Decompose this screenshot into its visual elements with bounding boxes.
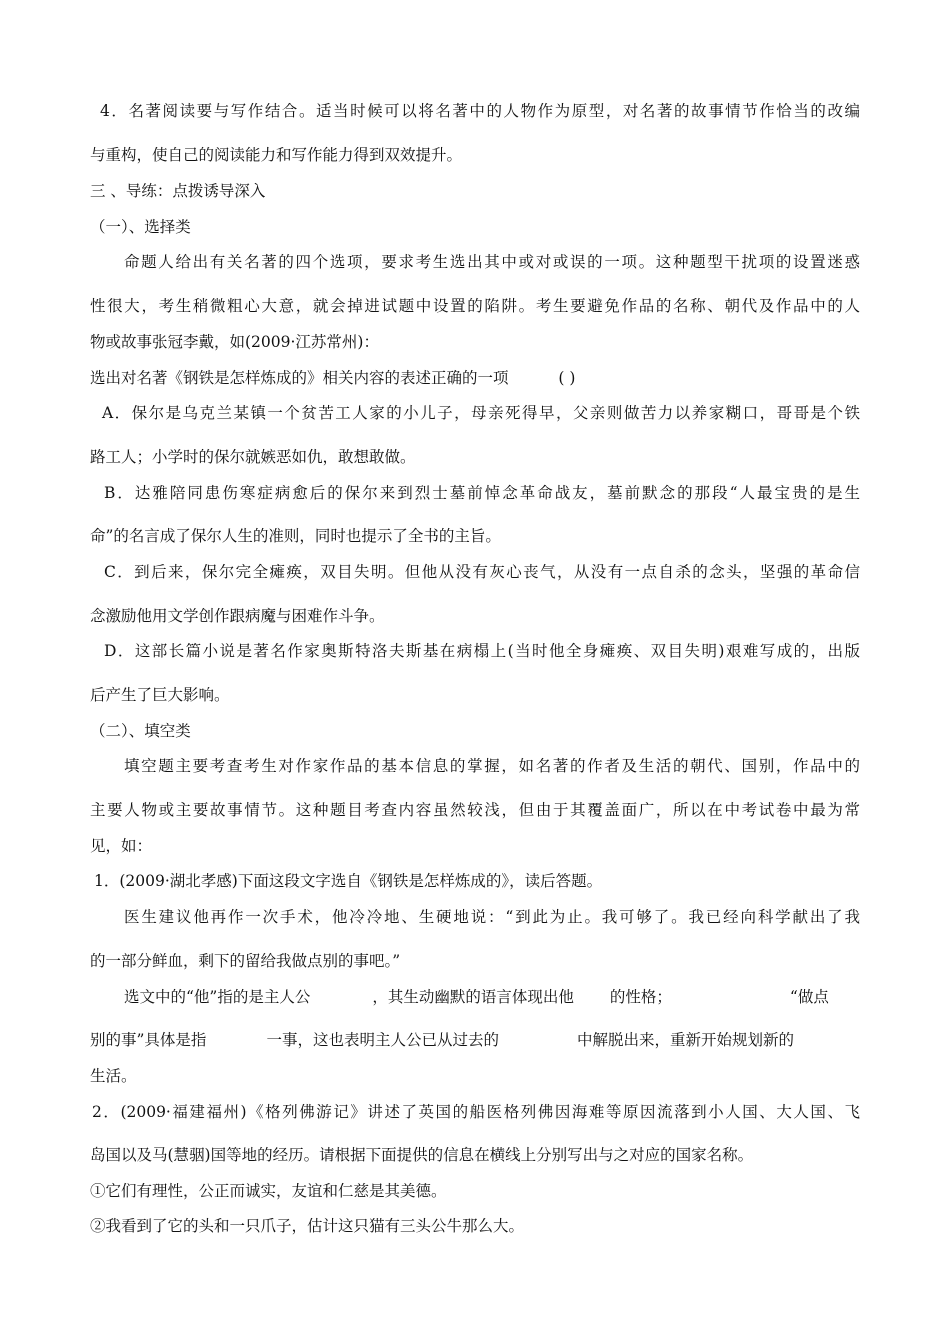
option-c-line-2: 念激励他用文学创作跟病魔与困难作斗争。	[90, 607, 385, 625]
question-stem-text: 选出对名著《钢铁是怎样炼成的》相关内容的表述正确的一项	[90, 369, 509, 387]
question-1-fill-line-2	[90, 1029, 860, 1051]
option-a-line-1: A．保尔是乌克兰某镇一个贫苦工人家的小儿子，母亲死得早，父亲则做苦力以养家糊口，哥哥是个铁	[102, 404, 860, 422]
fill-intro-line-3: 见，如：	[90, 837, 153, 855]
option-c-line-1: C．到后来，保尔完全瘫痪，双目失明。但他从没有灰心丧气，从没有一点自杀的念头，坚强的革命信	[104, 563, 860, 581]
question-2-line-1: 2．(2009·福建福州)《格列佛游记》讲述了英国的船医格列佛因海难等原因流落到小人国、大人国、飞	[92, 1103, 860, 1121]
option-b-line-2: 命”的名言成了保尔人生的准则，同时也提示了全书的主旨。	[90, 527, 501, 545]
fill-intro-line-2: 主要人物或主要故事情节。这种题目考查内容虽然较浅，但由于其覆盖面广，所以在中考试卷中最为常	[90, 801, 860, 819]
question-2-item-1: ①它们有理性，公正而诚实，友谊和仁慈是其美德。	[90, 1182, 447, 1200]
fill-intro-line-1: 填空题主要考查考生对作家作品的基本信息的掌握，如名著的作者及生活的朝代、国别，作品中的	[124, 757, 860, 775]
fill-text-segment: 一事，这也表明主人公已从过去的	[266, 1031, 499, 1049]
choice-intro-line-1: 命题人给出有关名著的四个选项，要求考生选出其中或对或误的一项。这种题型干扰项的设置迷惑	[124, 253, 860, 271]
fill-text-segment: 选文中的“他”指的是主人公	[124, 988, 311, 1006]
option-b-line-1: B．达雅陪同患伤寒症病愈后的保尔来到烈士墓前悼念革命战友，墓前默念的那段“人最宝贵的是生	[104, 484, 860, 502]
fill-text-segment: 的性格；	[609, 988, 672, 1006]
question-2-item-2: ②我看到了它的头和一只爪子，估计这只猫有三头公牛那么大。	[90, 1217, 525, 1235]
paragraph-point-4-line-1: 4．名著阅读要与写作结合。适当时候可以将名著中的人物作为原型，对名著的故事情节作恰当的改编	[100, 102, 860, 120]
option-d-line-1: D．这部长篇小说是著名作家奥斯特洛夫斯基在病榻上(当时他全身瘫痪、双目失明)艰难写成的，出版	[104, 642, 860, 660]
fill-text-segment: ，其生动幽默的语言体现出他	[372, 988, 574, 1006]
question-1-stem: 1．(2009·湖北孝感)下面这段文字选自《钢铁是怎样炼成的》，读后答题。	[94, 872, 603, 890]
paragraph-point-4-line-2: 与重构，使自己的阅读能力和写作能力得到双效提升。	[90, 146, 463, 164]
subsection-heading-fill: （二）、填空类	[90, 722, 191, 740]
fill-text-segment: 别的事”具体是指	[90, 1031, 207, 1049]
section-heading-3: 三 、导练：点拨诱导深入	[90, 182, 266, 200]
question-2-line-2: 岛国以及马(慧骃)国等地的经历。请根据下面提供的信息在横线上分别写出与之对应的国家名称。	[90, 1146, 754, 1164]
question-stem	[90, 367, 650, 389]
question-1-quote-line-2: 的一部分鲜血，剩下的留给我做点别的事吧。”	[90, 952, 401, 970]
fill-text-segment: “做点	[789, 988, 829, 1006]
question-1-quote-line-1: 医生建议他再作一次手术，他冷冷地、生硬地说：“到此为止。我可够了。我已经向科学献出了我	[124, 908, 860, 926]
option-d-line-2: 后产生了巨大影响。	[90, 686, 230, 704]
choice-intro-line-3: 物或故事张冠李戴，如(2009·江苏常州)：	[90, 333, 379, 351]
question-1-fill-line-3: 生活。	[90, 1067, 137, 1085]
fill-text-segment: 中解脱出来，重新开始规划新的	[576, 1031, 794, 1049]
question-1-fill-line-1	[124, 986, 894, 1008]
answer-blank-parentheses: ( )	[558, 369, 576, 387]
option-a-line-2: 路工人；小学时的保尔就嫉恶如仇，敢想敢做。	[90, 448, 416, 466]
subsection-heading-choice: （一）、选择类	[90, 218, 191, 236]
choice-intro-line-2: 性很大，考生稍微粗心大意，就会掉进试题中设置的陷阱。考生要避免作品的名称、朝代及作品中的人	[90, 297, 860, 315]
